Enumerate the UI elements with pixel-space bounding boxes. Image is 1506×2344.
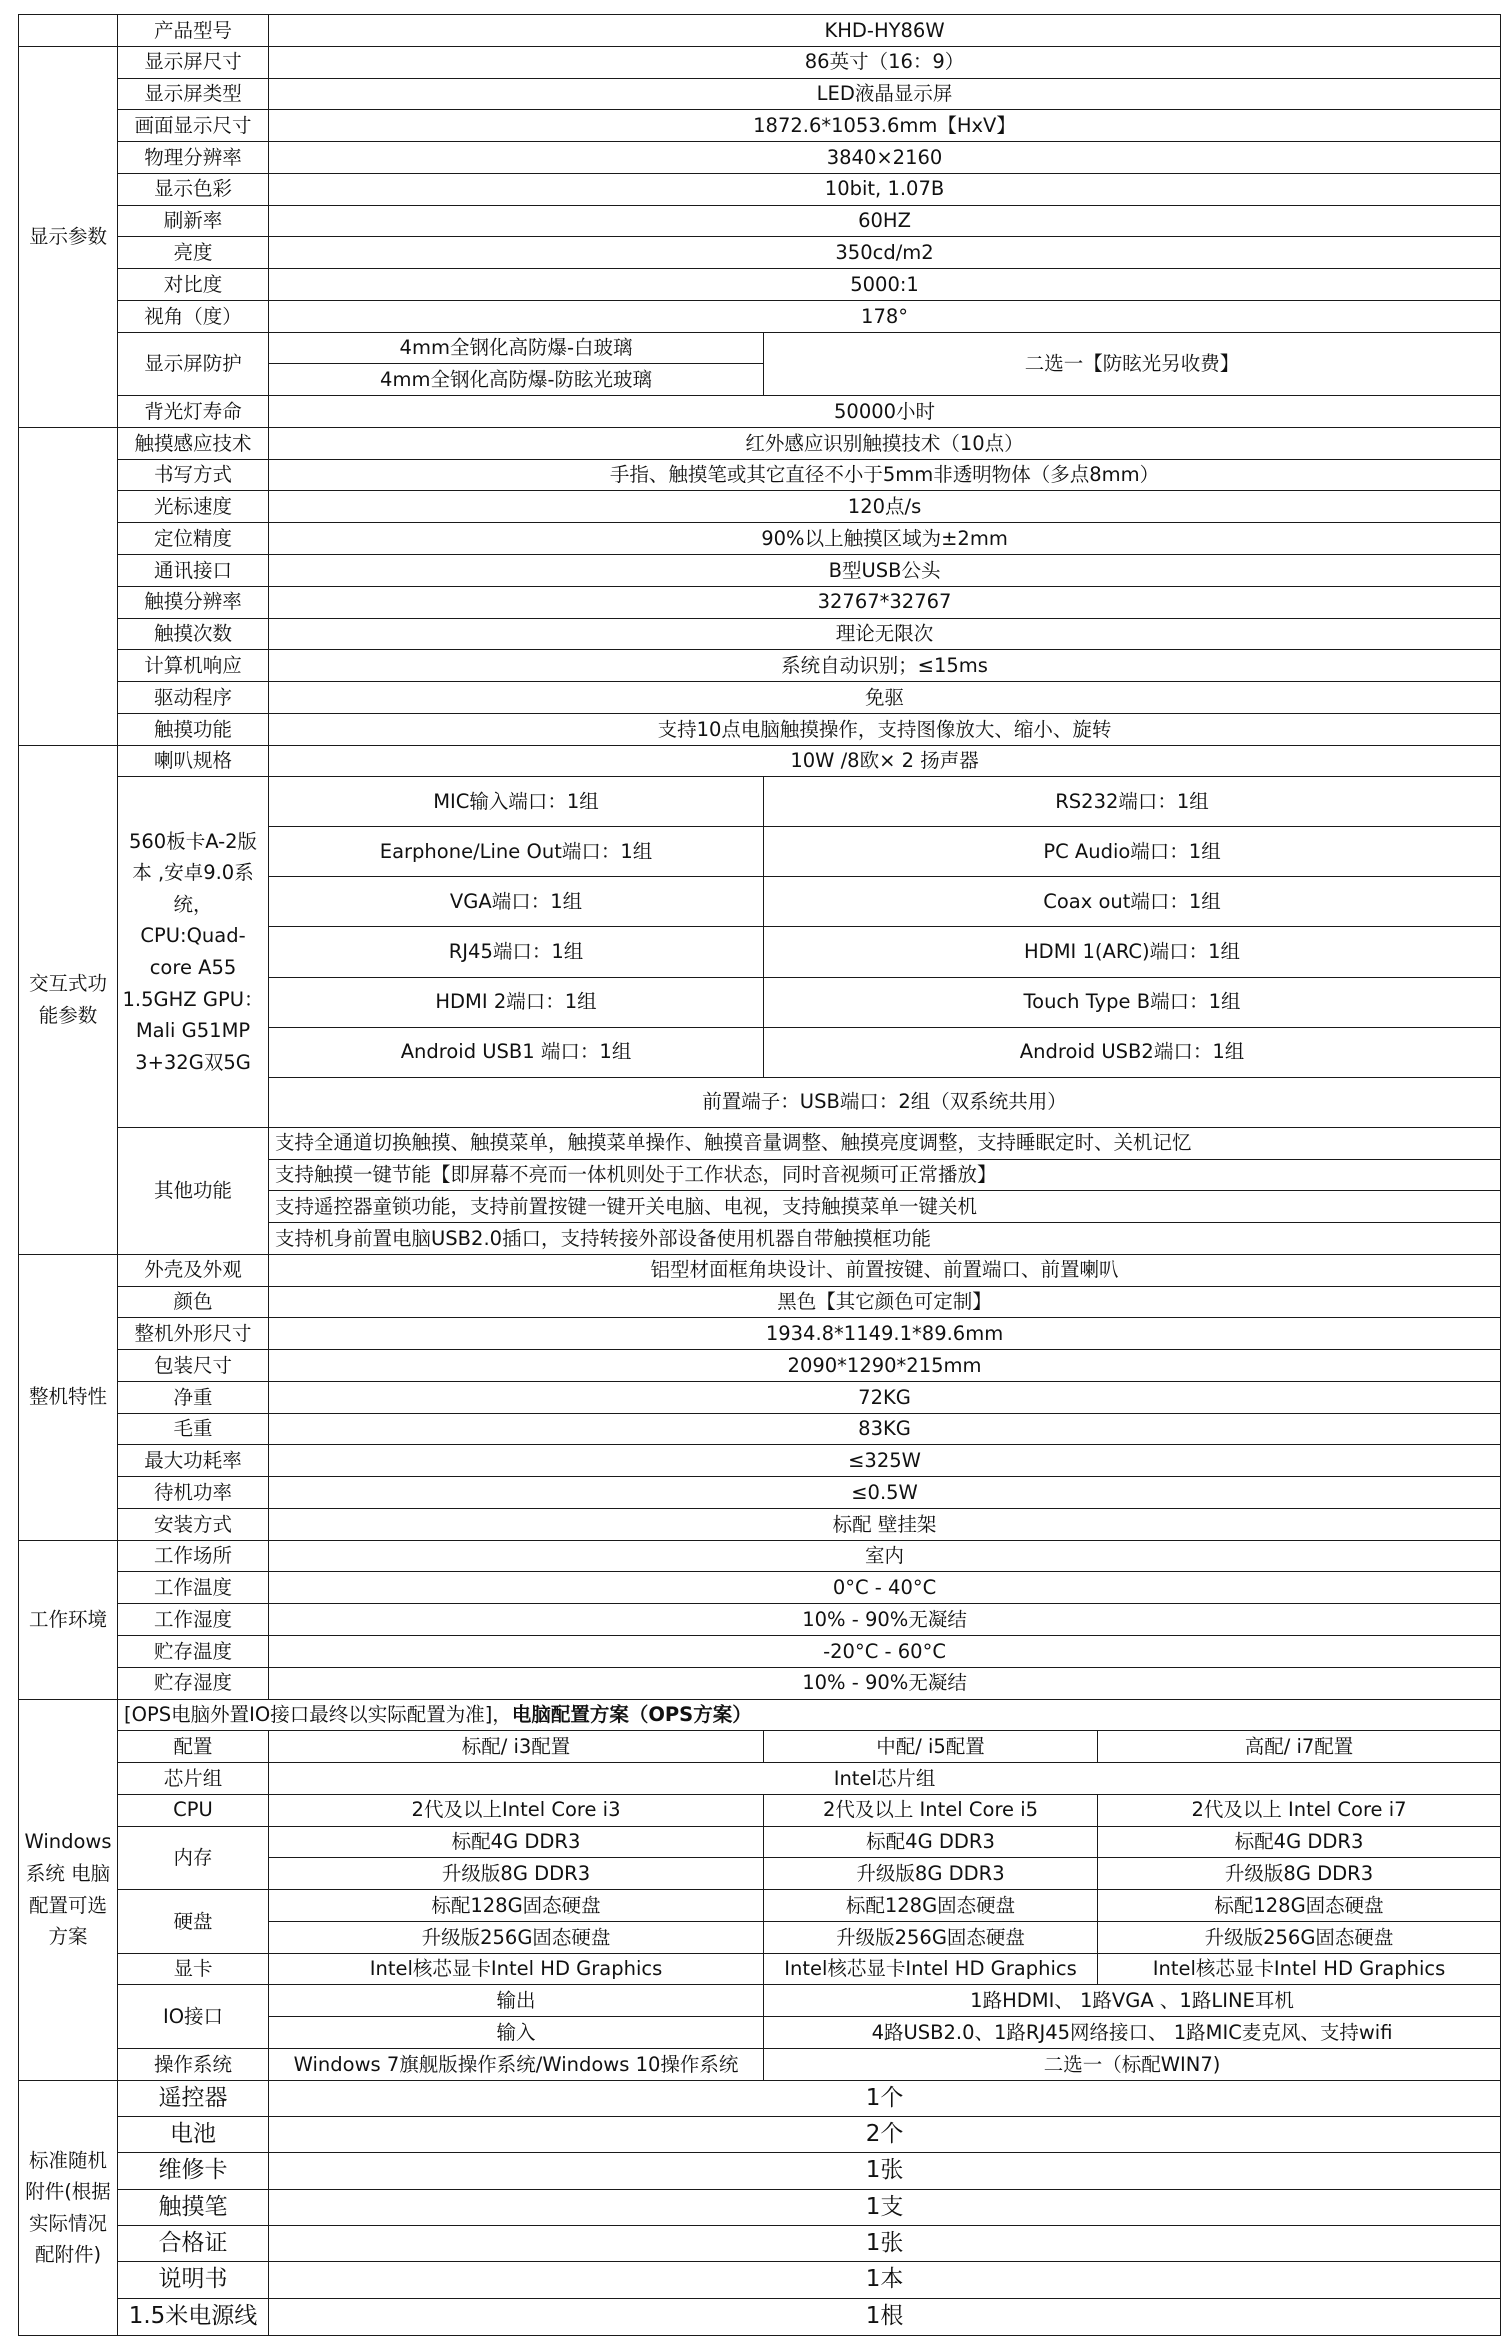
table-row — [19, 1508, 1501, 1540]
row-label: 1.5米电源线 — [118, 2298, 269, 2335]
row-value: 350cd/m2 — [269, 237, 1501, 269]
protection-option-antiglare: 4mm全钢化高防爆-防眩光玻璃 — [269, 364, 764, 396]
row-value: 系统自动识别；≤15ms — [269, 650, 1501, 682]
row-label: 计算机响应 — [118, 650, 269, 682]
table-row — [19, 205, 1501, 237]
table-row — [19, 1635, 1501, 1667]
protection-option-white: 4mm全钢化高防爆-白玻璃 — [269, 332, 764, 364]
row-label: 显示屏尺寸 — [118, 46, 269, 78]
category-windows: Windows系统 电脑配置可选方案 — [19, 1699, 118, 2080]
row-label: 显示色彩 — [118, 173, 269, 205]
other-function-item: 支持机身前置电脑USB2.0插口，支持转接外部设备使用机器自带触摸框功能 — [269, 1223, 1501, 1255]
row-value: 黑色【其它颜色可定制】 — [269, 1286, 1501, 1318]
row-label: 净重 — [118, 1381, 269, 1413]
row-label: 安装方式 — [118, 1508, 269, 1540]
port-right: HDMI 1(ARC)端口：1组 — [764, 927, 1501, 977]
config-i5: 中配/ i5配置 — [764, 1731, 1098, 1763]
row-label: 触摸感应技术 — [118, 427, 269, 459]
table-row — [19, 586, 1501, 618]
row-value: 免驱 — [269, 682, 1501, 714]
row-value: 室内 — [269, 1540, 1501, 1572]
table-row — [19, 15, 1501, 47]
row-label: 视角（度） — [118, 300, 269, 332]
row-value: 0°C - 40°C — [269, 1572, 1501, 1604]
port-left: Earphone/Line Out端口：1组 — [269, 827, 764, 877]
row-value: ≤325W — [269, 1445, 1501, 1477]
table-row — [19, 555, 1501, 587]
table-row — [19, 777, 1501, 827]
port-left: HDMI 2端口：1组 — [269, 977, 764, 1027]
memory-i3-standard: 标配4G DDR3 — [269, 1826, 764, 1858]
row-label: 芯片组 — [118, 1763, 269, 1795]
table-row — [19, 1794, 1501, 1826]
row-value: 83KG — [269, 1413, 1501, 1445]
row-label: 工作温度 — [118, 1572, 269, 1604]
table-row — [19, 269, 1501, 301]
row-label: 画面显示尺寸 — [118, 110, 269, 142]
table-row — [19, 1286, 1501, 1318]
row-value: 32767*32767 — [269, 586, 1501, 618]
table-row — [19, 1731, 1501, 1763]
row-label: 操作系统 — [118, 2048, 269, 2080]
table-row — [19, 110, 1501, 142]
os-value: Windows 7旗舰版操作系统/Windows 10操作系统 — [269, 2048, 764, 2080]
disk-i7-standard: 标配128G固态硬盘 — [1098, 1890, 1501, 1922]
row-value: 手指、触摸笔或其它直径不小于5mm非透明物体（多点8mm） — [269, 459, 1501, 491]
row-value: LED液晶显示屏 — [269, 78, 1501, 110]
row-label: 触摸次数 — [118, 618, 269, 650]
row-value: 10% - 90%无凝结 — [269, 1667, 1501, 1699]
category-environment: 工作环境 — [19, 1540, 118, 1699]
row-label: 对比度 — [118, 269, 269, 301]
row-value: 标配 壁挂架 — [269, 1508, 1501, 1540]
row-label: 待机功率 — [118, 1477, 269, 1509]
front-ports: 前置端子：USB端口：2组（双系统共用） — [269, 1077, 1501, 1127]
row-value: 铝型材面框角块设计、前置按键、前置端口、前置喇叭 — [269, 1254, 1501, 1286]
row-value: 50000小时 — [269, 396, 1501, 428]
table-row — [19, 1381, 1501, 1413]
io-output-label: 输出 — [269, 1985, 764, 2017]
row-label: 毛重 — [118, 1413, 269, 1445]
row-label: 触摸功能 — [118, 713, 269, 745]
ops-header-note: [OPS电脑外置IO接口最终以实际配置为准]， — [124, 1703, 512, 1727]
memory-i5-upgrade: 升级版8G DDR3 — [764, 1858, 1098, 1890]
row-value: 1张 — [269, 2226, 1501, 2262]
row-value: 60HZ — [269, 205, 1501, 237]
table-row — [19, 713, 1501, 745]
cpu-i5: 2代及以上 Intel Core i5 — [764, 1794, 1098, 1826]
table-row — [19, 491, 1501, 523]
row-label: 驱动程序 — [118, 682, 269, 714]
table-row — [19, 1604, 1501, 1636]
row-value: 理论无限次 — [269, 618, 1501, 650]
row-label: 贮存湿度 — [118, 1667, 269, 1699]
spec-table — [18, 14, 1501, 2336]
table-row — [19, 1826, 1501, 1858]
row-value: 5000:1 — [269, 269, 1501, 301]
row-label: 颜色 — [118, 1286, 269, 1318]
port-left: MIC输入端口：1组 — [269, 777, 764, 827]
table-row — [19, 2262, 1501, 2298]
table-row — [19, 1477, 1501, 1509]
table-row — [19, 300, 1501, 332]
table-row — [19, 78, 1501, 110]
table-row — [19, 46, 1501, 78]
port-right: PC Audio端口：1组 — [764, 827, 1501, 877]
disk-i7-upgrade: 升级版256G固态硬盘 — [1098, 1921, 1501, 1953]
row-value: 2090*1290*215mm — [269, 1350, 1501, 1382]
row-value: ≤0.5W — [269, 1477, 1501, 1509]
row-value: 86英寸（16：9） — [269, 46, 1501, 78]
port-left: RJ45端口：1组 — [269, 927, 764, 977]
table-row — [19, 2080, 1501, 2116]
table-row — [19, 142, 1501, 174]
table-row — [19, 2153, 1501, 2189]
row-label: 显示屏防护 — [118, 332, 269, 396]
row-label: 显卡 — [118, 1953, 269, 1985]
memory-i3-upgrade: 升级版8G DDR3 — [269, 1858, 764, 1890]
row-value: 1根 — [269, 2298, 1501, 2335]
cpu-i3: 2代及以上Intel Core i3 — [269, 1794, 764, 1826]
table-row — [19, 682, 1501, 714]
row-value: 10bit, 1.07B — [269, 173, 1501, 205]
port-left: Android USB1 端口：1组 — [269, 1027, 764, 1077]
memory-i7-upgrade: 升级版8G DDR3 — [1098, 1858, 1501, 1890]
table-row — [19, 1667, 1501, 1699]
board-spec: 560板卡A-2版本 ,安卓9.0系统，CPU:Quad-core A55 1.5GHZ GPU：Mali G51MP 3+32G双5G — [118, 777, 269, 1127]
disk-i3-upgrade: 升级版256G固态硬盘 — [269, 1921, 764, 1953]
row-label: 定位精度 — [118, 523, 269, 555]
os-note: 二选一（标配WIN7) — [764, 2048, 1501, 2080]
row-label: IO接口 — [118, 1985, 269, 2049]
ops-header — [118, 1699, 1501, 1731]
table-row — [19, 2117, 1501, 2153]
row-label: 触摸分辨率 — [118, 586, 269, 618]
table-row — [19, 1127, 1501, 1159]
category-interactive: 交互式功能参数 — [19, 745, 118, 1254]
table-row — [19, 332, 1501, 364]
table-row — [19, 396, 1501, 428]
row-value: Intel芯片组 — [269, 1763, 1501, 1795]
row-label: 工作湿度 — [118, 1604, 269, 1636]
other-function-item: 支持遥控器童锁功能，支持前置按键一键开关电脑、电视，支持触摸菜单一键关机 — [269, 1191, 1501, 1223]
table-row — [19, 1445, 1501, 1477]
table-row — [19, 1318, 1501, 1350]
port-right: Touch Type B端口：1组 — [764, 977, 1501, 1027]
row-label: 合格证 — [118, 2226, 269, 2262]
gpu-i3: Intel核芯显卡Intel HD Graphics — [269, 1953, 764, 1985]
row-label: 整机外形尺寸 — [118, 1318, 269, 1350]
table-row — [19, 173, 1501, 205]
row-label: 说明书 — [118, 2262, 269, 2298]
port-right: Android USB2端口：1组 — [764, 1027, 1501, 1077]
row-value: 支持10点电脑触摸操作，支持图像放大、缩小、旋转 — [269, 713, 1501, 745]
row-label: 物理分辨率 — [118, 142, 269, 174]
table-row — [19, 1413, 1501, 1445]
row-value: 红外感应识别触摸技术（10点） — [269, 427, 1501, 459]
row-value: 178° — [269, 300, 1501, 332]
disk-i3-standard: 标配128G固态硬盘 — [269, 1890, 764, 1922]
row-label: 亮度 — [118, 237, 269, 269]
row-value: 3840×2160 — [269, 142, 1501, 174]
io-input-label: 输入 — [269, 2017, 764, 2049]
memory-i5-standard: 标配4G DDR3 — [764, 1826, 1098, 1858]
row-value: 2个 — [269, 2117, 1501, 2153]
table-row — [19, 2298, 1501, 2335]
table-row — [19, 523, 1501, 555]
port-right: RS232端口：1组 — [764, 777, 1501, 827]
row-value: 90%以上触摸区域为±2mm — [269, 523, 1501, 555]
config-i3: 标配/ i3配置 — [269, 1731, 764, 1763]
category-machine: 整机特性 — [19, 1254, 118, 1540]
row-label: 电池 — [118, 2117, 269, 2153]
table-row — [19, 2189, 1501, 2225]
table-row — [19, 1254, 1501, 1286]
category-touch-blank — [19, 427, 118, 745]
ops-header-title: 电脑配置方案（OPS方案） — [511, 1703, 752, 1727]
row-label: 工作场所 — [118, 1540, 269, 1572]
row-label: 最大功耗率 — [118, 1445, 269, 1477]
io-input-value: 4路USB2.0、1路RJ45网络接口、 1路MIC麦克风、支持wifi — [764, 2017, 1501, 2049]
row-label: 触摸笔 — [118, 2189, 269, 2225]
table-row — [19, 427, 1501, 459]
port-right: Coax out端口：1组 — [764, 877, 1501, 927]
row-label: 通讯接口 — [118, 555, 269, 587]
table-row — [19, 650, 1501, 682]
row-value: 72KG — [269, 1381, 1501, 1413]
port-left: VGA端口：1组 — [269, 877, 764, 927]
row-value: 1872.6*1053.6mm【HxV】 — [269, 110, 1501, 142]
row-label: 刷新率 — [118, 205, 269, 237]
row-value: KHD-HY86W — [269, 15, 1501, 47]
row-value: B型USB公头 — [269, 555, 1501, 587]
row-value: 1934.8*1149.1*89.6mm — [269, 1318, 1501, 1350]
row-label: 光标速度 — [118, 491, 269, 523]
table-row — [19, 618, 1501, 650]
table-row — [19, 1953, 1501, 1985]
row-label: 包装尺寸 — [118, 1350, 269, 1382]
category-accessories: 标准随机附件(根据实际情况配附件) — [19, 2080, 118, 2335]
row-label: 产品型号 — [118, 15, 269, 47]
table-row — [19, 1540, 1501, 1572]
blank-cell — [19, 15, 118, 47]
cpu-i7: 2代及以上 Intel Core i7 — [1098, 1794, 1501, 1826]
other-function-item: 支持全通道切换触摸、触摸菜单，触摸菜单操作、触摸音量调整、触摸亮度调整，支持睡眠定时、关机记忆 — [269, 1127, 1501, 1159]
row-value: 120点/s — [269, 491, 1501, 523]
config-i7: 高配/ i7配置 — [1098, 1731, 1501, 1763]
row-label: 显示屏类型 — [118, 78, 269, 110]
table-row — [19, 1985, 1501, 2017]
io-output-value: 1路HDMI、 1路VGA 、1路LINE耳机 — [764, 1985, 1501, 2017]
row-value: 1支 — [269, 2189, 1501, 2225]
row-value: 1张 — [269, 2153, 1501, 2189]
row-label: 背光灯寿命 — [118, 396, 269, 428]
row-label: 喇叭规格 — [118, 745, 269, 777]
gpu-i5: Intel核芯显卡Intel HD Graphics — [764, 1953, 1098, 1985]
table-row — [19, 745, 1501, 777]
table-row — [19, 2226, 1501, 2262]
row-value: 10% - 90%无凝结 — [269, 1604, 1501, 1636]
gpu-i7: Intel核芯显卡Intel HD Graphics — [1098, 1953, 1501, 1985]
row-label: 维修卡 — [118, 2153, 269, 2189]
spec-sheet — [18, 14, 1500, 2336]
row-label: 贮存温度 — [118, 1635, 269, 1667]
row-label: 书写方式 — [118, 459, 269, 491]
row-label: 内存 — [118, 1826, 269, 1890]
row-label: 外壳及外观 — [118, 1254, 269, 1286]
row-label: 配置 — [118, 1731, 269, 1763]
row-label: CPU — [118, 1794, 269, 1826]
table-row — [19, 1350, 1501, 1382]
row-value: -20°C - 60°C — [269, 1635, 1501, 1667]
table-row — [19, 2048, 1501, 2080]
disk-i5-upgrade: 升级版256G固态硬盘 — [764, 1921, 1098, 1953]
table-row — [19, 459, 1501, 491]
table-row — [19, 1763, 1501, 1795]
category-display: 显示参数 — [19, 46, 118, 427]
disk-i5-standard: 标配128G固态硬盘 — [764, 1890, 1098, 1922]
memory-i7-standard: 标配4G DDR3 — [1098, 1826, 1501, 1858]
row-label: 其他功能 — [118, 1127, 269, 1254]
table-row — [19, 1890, 1501, 1922]
row-label: 硬盘 — [118, 1890, 269, 1954]
table-row — [19, 1572, 1501, 1604]
table-row — [19, 237, 1501, 269]
row-value: 1本 — [269, 2262, 1501, 2298]
protection-note: 二选一【防眩光另收费】 — [764, 332, 1501, 396]
other-function-item: 支持触摸一键节能【即屏幕不亮而一体机则处于工作状态，同时音视频可正常播放】 — [269, 1159, 1501, 1191]
row-value: 10W /8欧× 2 扬声器 — [269, 745, 1501, 777]
table-row — [19, 1699, 1501, 1731]
row-value: 1个 — [269, 2080, 1501, 2116]
row-label: 遥控器 — [118, 2080, 269, 2116]
